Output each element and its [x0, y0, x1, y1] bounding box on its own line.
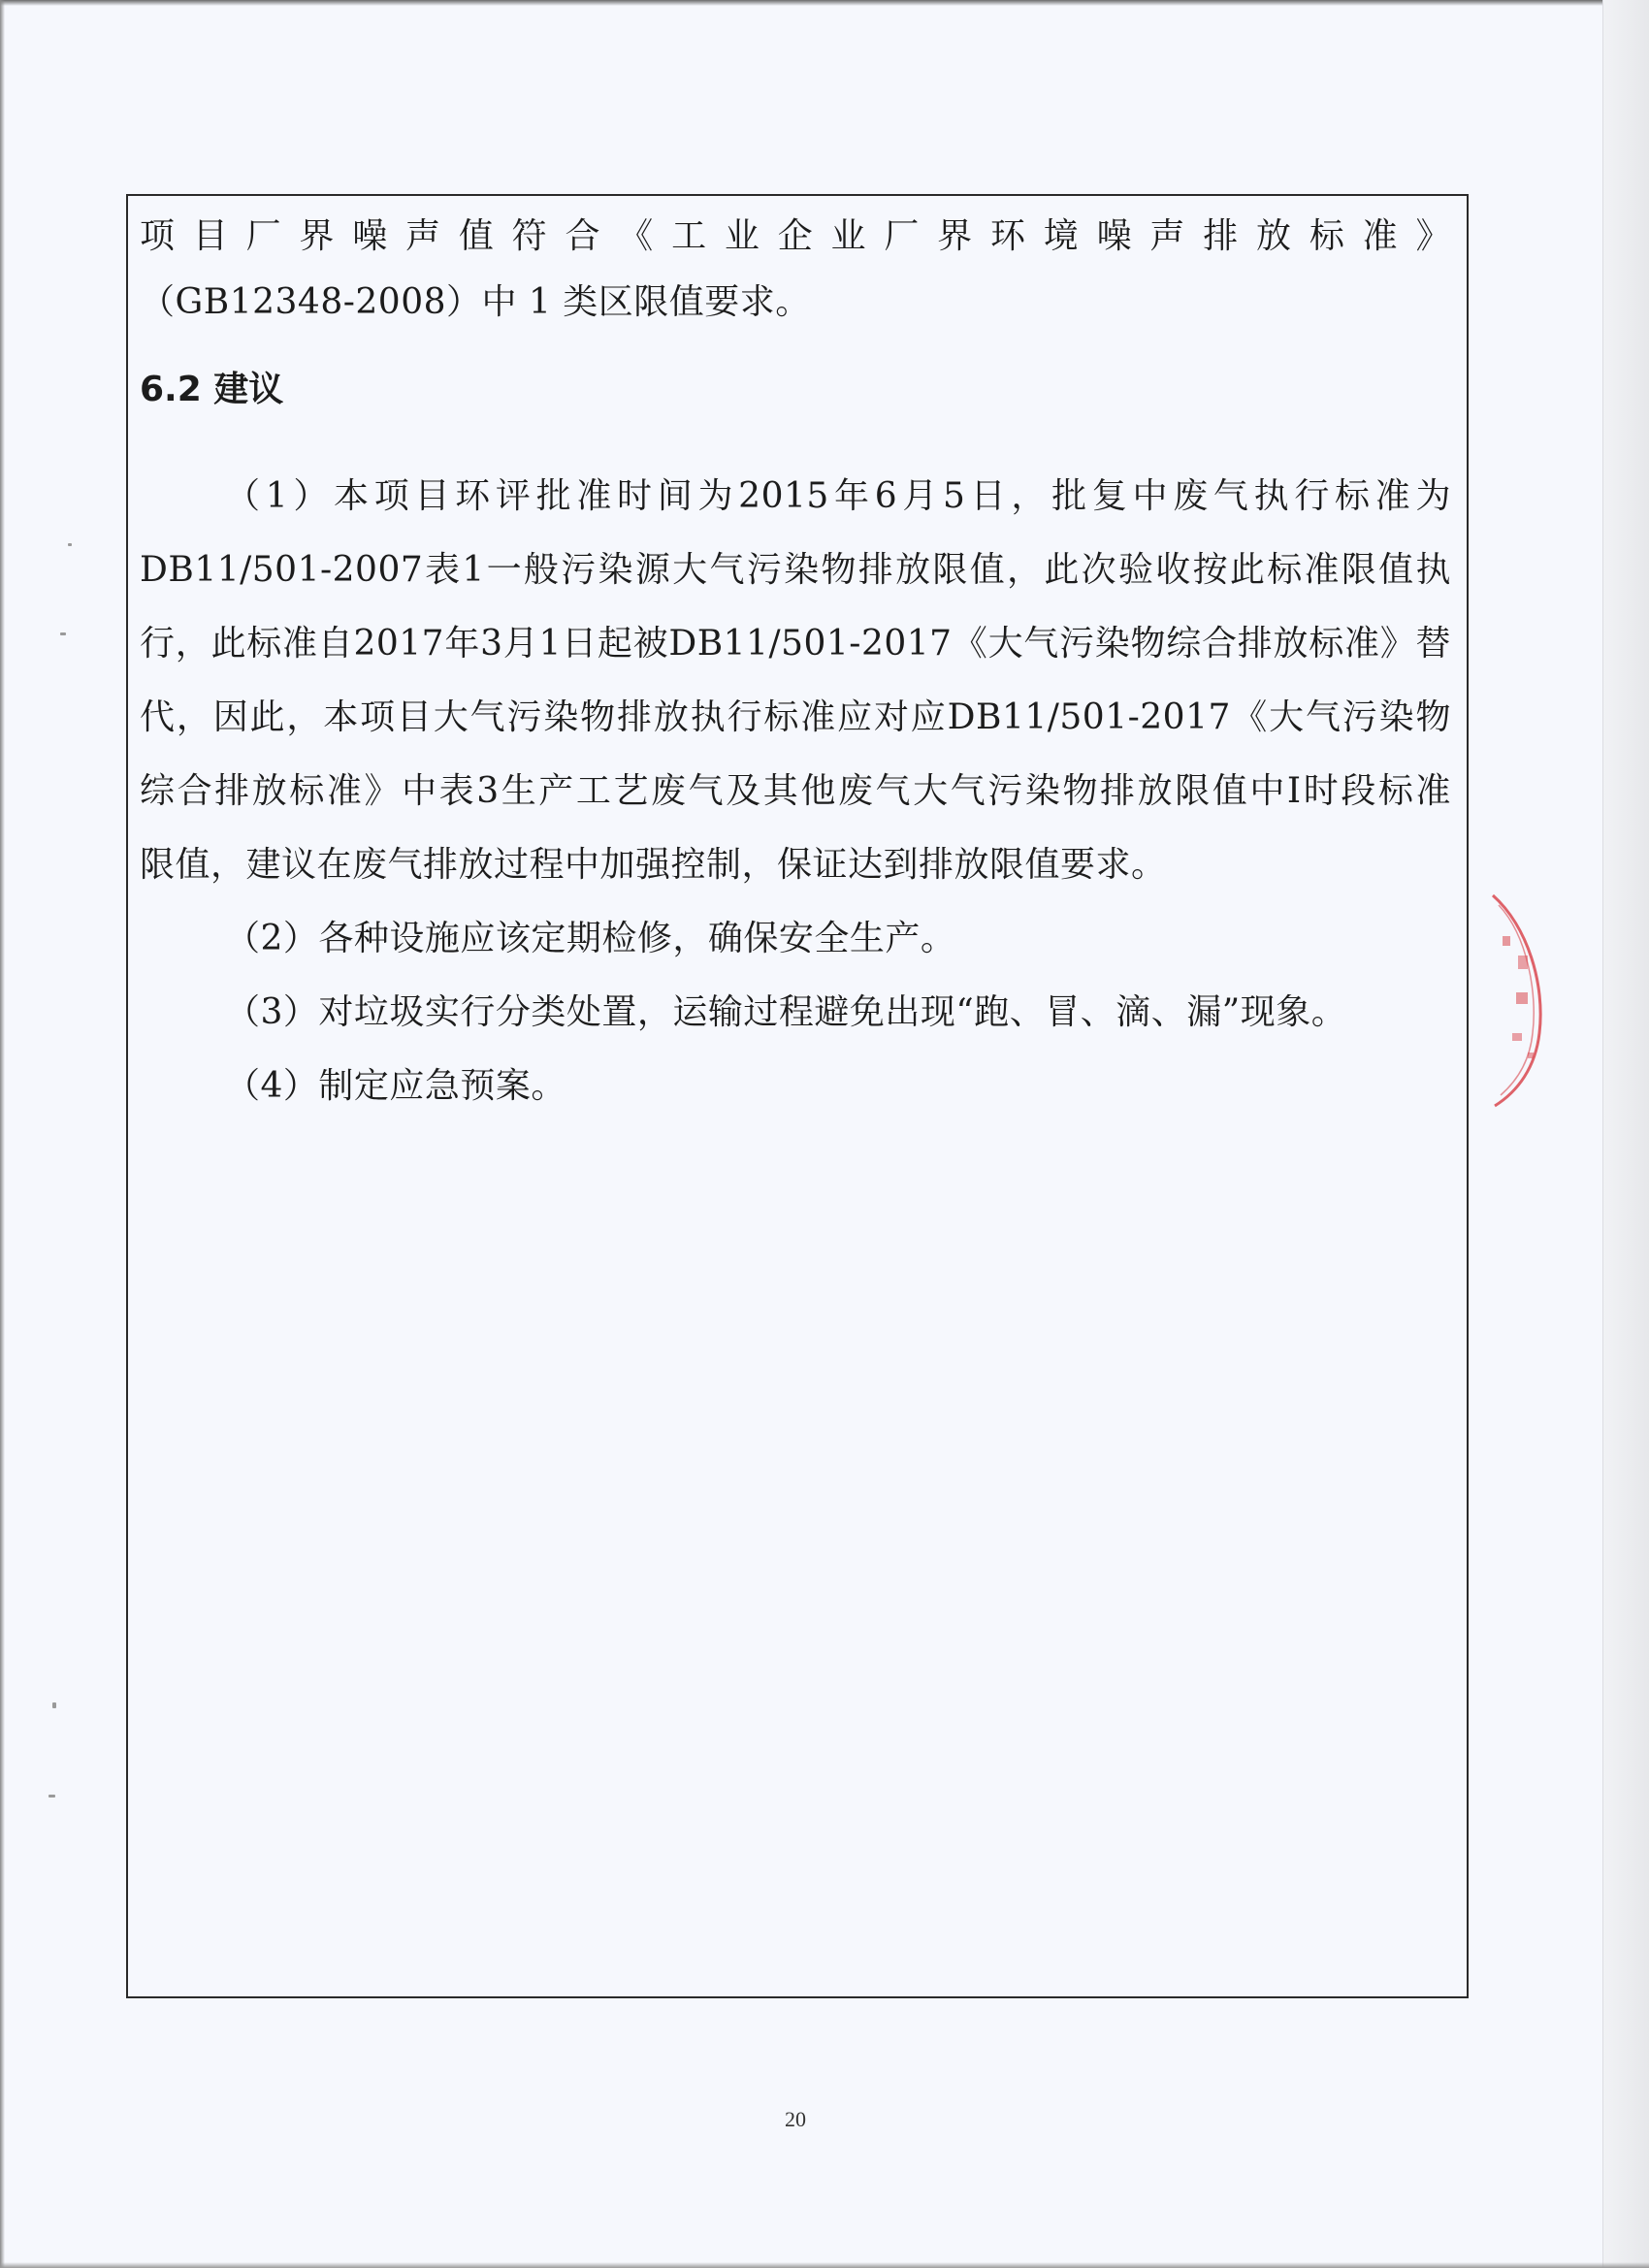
red-seal-stamp [1489, 888, 1547, 1111]
suggestion-1-line-4: 代，因此，本项目大气污染物排放执行标准应对应DB11/501-2017《大气污染物 [140, 697, 1451, 737]
noise-standard-line-1: 项目厂界噪声值符合《工业企业厂界环境噪声排放标准》 [140, 216, 1451, 256]
page-number: 20 [785, 2107, 806, 2131]
scan-speck [68, 543, 72, 546]
suggestion-1-line-6: 限值，建议在废气排放过程中加强控制，保证达到排放限值要求。 [140, 845, 1167, 885]
scan-speck [48, 1795, 55, 1798]
suggestion-1-line-3: 行，此标准自2017年3月1日起被DB11/501-2017《大气污染物综合排放标准》替 [140, 624, 1451, 664]
scan-speck [60, 632, 66, 635]
suggestion-3: （3）对垃圾实行分类处置，运输过程避免出现“跑、冒、滴、漏”现象。 [225, 992, 1347, 1032]
section-heading: 6.2 建议 [140, 370, 284, 409]
suggestion-1-line-1: （1）本项目环评批准时间为2015年6月5日，批复中废气执行标准为 [225, 476, 1451, 516]
suggestion-1-line-5: 综合排放标准》中表3生产工艺废气及其他废气大气污染物排放限值中I时段标准 [140, 771, 1451, 811]
scan-edge-bottom [0, 2262, 1649, 2268]
scan-speck [52, 1702, 56, 1708]
suggestion-4: （4）制定应急预案。 [225, 1066, 566, 1106]
scan-edge-left [0, 0, 5, 2268]
scan-edge-top [0, 0, 1649, 6]
suggestion-1-line-2: DB11/501-2007表1一般污染源大气污染物排放限值，此次验收按此标准限值执 [140, 550, 1451, 590]
scan-edge-right [1602, 0, 1649, 2268]
noise-standard-line-2: （GB12348-2008）中 1 类区限值要求。 [140, 282, 811, 322]
suggestion-2: （2）各种设施应该定期检修，确保安全生产。 [225, 919, 956, 958]
